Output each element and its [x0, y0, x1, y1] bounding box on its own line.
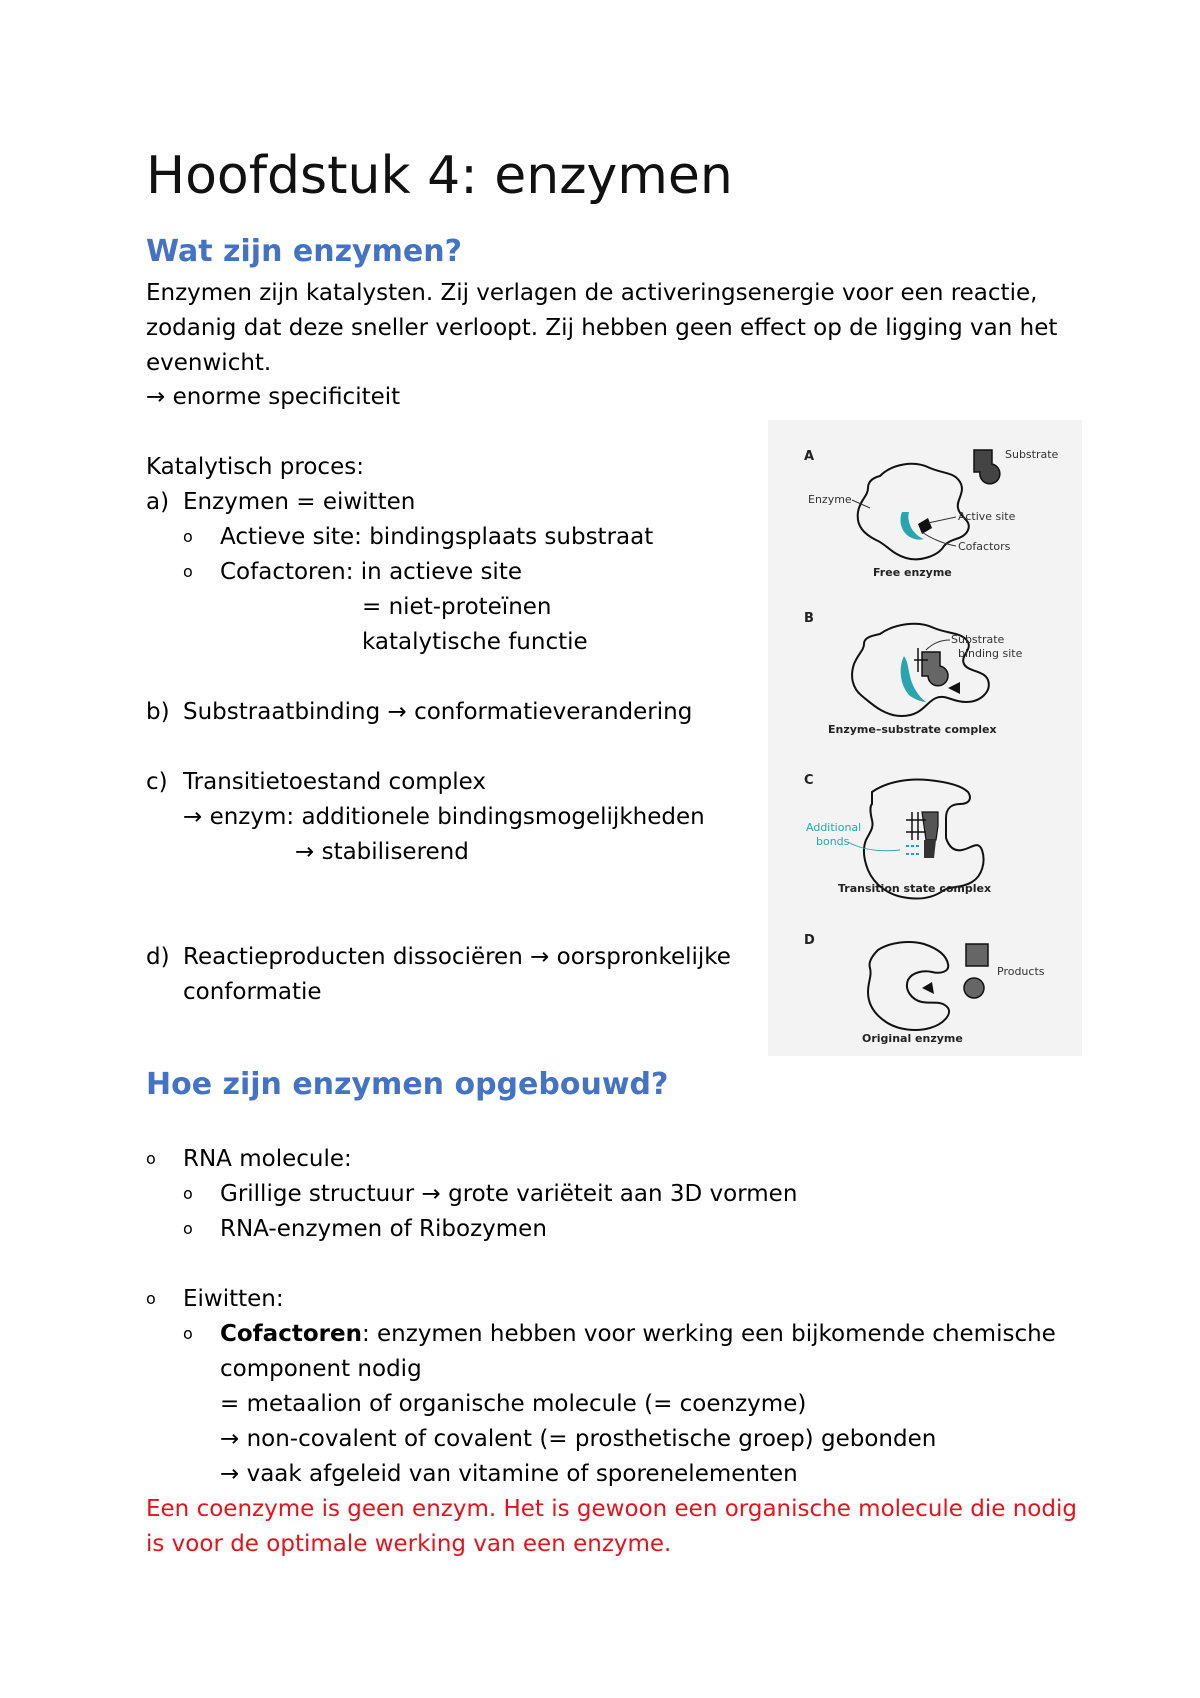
rna-sub-2: RNA-enzymen of Ribozymen [220, 1216, 547, 1242]
caption-transition: Transition state complex [838, 882, 992, 895]
caption-es-complex: Enzyme–substrate complex [828, 723, 997, 736]
bullet-icon: o [183, 1184, 193, 1203]
section-heading-what: Wat zijn enzymen? [146, 234, 462, 269]
specificity-line: → enorme specificiteit [146, 384, 401, 410]
label-substrate: Substrate [1005, 448, 1059, 461]
panel-c-letter: C [804, 773, 814, 788]
bullet-icon: o [146, 1149, 156, 1168]
item-a-text: Enzymen = eiwitten [183, 489, 416, 515]
bullet-icon: o [183, 562, 193, 581]
rna-sub-1: Grillige structuur → grote variëteit aan 3D vormen [220, 1181, 798, 1207]
figure-background [768, 420, 1082, 1056]
bullet-icon: o [183, 1324, 193, 1343]
label-active-site: Active site [958, 510, 1016, 523]
cofactor-def-2: katalytische functie [362, 629, 588, 655]
intro-line-3: evenwicht. [146, 350, 272, 376]
caption-free-enzyme: Free enzyme [873, 566, 952, 579]
cofactoren-line-4: → non-covalent of covalent (= prosthetische groep) gebonden [220, 1426, 937, 1452]
cofactoren-line-5: → vaak afgeleid van vitamine of sporenelementen [220, 1461, 798, 1487]
bullet-icon: o [183, 527, 193, 546]
label-additional: Additional [806, 821, 862, 834]
sub-active-site: Actieve site: bindingsplaats substraat [220, 524, 654, 550]
item-b-marker: b) [146, 699, 170, 725]
item-c-text: Transitietoestand complex [183, 769, 487, 795]
product-circle-shape [964, 978, 984, 998]
cofactor-def-1: = niet-proteïnen [362, 594, 552, 620]
rna-label: RNA molecule: [183, 1146, 352, 1172]
item-a-marker: a) [146, 489, 170, 515]
cofactoren-line-2: component nodig [220, 1356, 422, 1382]
label-binding-site: binding site [958, 647, 1023, 660]
bullet-icon: o [183, 1219, 193, 1238]
label-cofactors: Cofactors [958, 540, 1011, 553]
enzyme-mechanism-figure [768, 420, 1082, 1056]
process-label: Katalytisch proces: [146, 454, 364, 480]
coenzyme-note-line-1: Een coenzyme is geen enzym. Het is gewoon een organische molecule die nodig [146, 1496, 1077, 1522]
cofactoren-term: Cofactoren [220, 1321, 362, 1347]
cofactoren-definition: : enzymen hebben voor werking een bijkomende chemische [361, 1321, 1056, 1347]
product-square-shape [966, 944, 988, 966]
panel-b-letter: B [804, 611, 814, 626]
page-title: Hoofdstuk 4: enzymen [146, 146, 733, 206]
cofactoren-line-3: = metaalion of organische molecule (= coenzyme) [220, 1391, 807, 1417]
label-bonds: bonds [816, 835, 850, 848]
cofactoren-line [220, 1323, 1056, 1346]
item-b-text: Substraatbinding → conformatieverandering [183, 699, 693, 725]
item-c-line-1: → enzym: additionele bindingsmogelijkheden [183, 804, 705, 830]
item-c-line-2: → stabiliserend [295, 839, 469, 865]
panel-a-letter: A [804, 449, 815, 464]
item-d-line-2: conformatie [183, 979, 322, 1005]
caption-original: Original enzyme [862, 1032, 963, 1045]
label-products: Products [997, 965, 1045, 978]
sub-cofactors: Cofactoren: in actieve site [220, 559, 522, 585]
eiwitten-label: Eiwitten: [183, 1286, 284, 1312]
bullet-icon: o [146, 1289, 156, 1308]
section-heading-structure: Hoe zijn enzymen opgebouwd? [146, 1067, 669, 1102]
item-d-marker: d) [146, 944, 170, 970]
label-enzyme: Enzyme [808, 493, 852, 506]
item-d-line-1: Reactieproducten dissociëren → oorspronkelijke [183, 944, 731, 970]
coenzyme-note-line-2: is voor de optimale werking van een enzyme. [146, 1531, 672, 1557]
panel-d-letter: D [804, 933, 815, 948]
label-substrate-b: Substrate [951, 633, 1005, 646]
intro-line-1: Enzymen zijn katalysten. Zij verlagen de activeringsenergie voor een reactie, [146, 280, 1038, 306]
item-c-marker: c) [146, 769, 168, 795]
intro-line-2: zodanig dat deze sneller verloopt. Zij hebben geen effect op de ligging van het [146, 315, 1058, 341]
